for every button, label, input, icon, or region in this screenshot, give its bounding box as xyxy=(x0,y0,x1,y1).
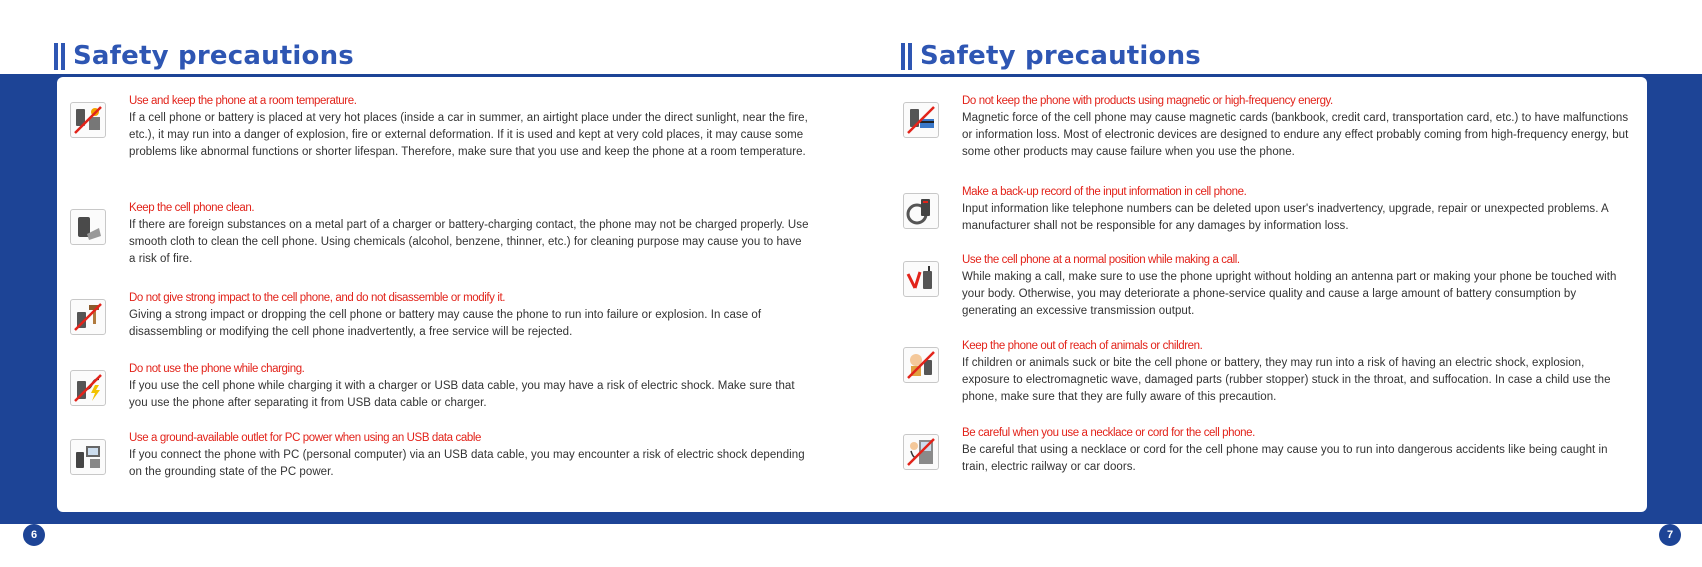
clean-phone-icon xyxy=(70,209,106,245)
child-phone-icon xyxy=(903,347,939,383)
precaution-item xyxy=(70,201,810,269)
precaution-item xyxy=(70,431,810,481)
item-text: Input information like telephone numbers can be deleted upon user's inadvertency, upgrade, repair or unexpected problems. A manufacturer shall not be responsible for any damages by information loss. xyxy=(962,203,1609,233)
item-text: If there are foreign substances on a metal part of a charger or battery-charging contact, the phone may not be charged properly. Use smooth cloth to clean the cell phone. Using chemicals (alcohol, benzene, thinner, etc.) for cleaning purpose may cause you to have a risk of fire. xyxy=(129,219,809,266)
heading-bar-icon xyxy=(901,43,905,70)
item-title: Use and keep the phone at a room temperature. xyxy=(129,95,357,107)
heading-bar-icon xyxy=(54,43,58,70)
precaution-item xyxy=(903,426,1633,476)
item-title: Keep the cell phone clean. xyxy=(129,202,255,214)
hot-phone-icon xyxy=(70,102,106,138)
item-text: If you use the cell phone while charging it with a charger or USB data cable, you may have a risk of electric shock. Make sure that you use the phone after separating it from USB data cable or charger. xyxy=(129,380,795,410)
item-title: Do not use the phone while charging. xyxy=(129,363,305,375)
page-heading-left xyxy=(54,36,354,76)
charging-phone-icon xyxy=(70,370,106,406)
antenna-phone-icon xyxy=(903,261,939,297)
item-title: Keep the phone out of reach of animals or children. xyxy=(962,340,1203,352)
page-heading-right xyxy=(901,36,1201,76)
page-number-right: 7 xyxy=(1659,524,1681,546)
item-text: Giving a strong impact or dropping the cell phone or battery may cause the phone to run into failure or explosion. In case of disassembling or modifying the cell phone inadvertently, a free service will be rejected. xyxy=(129,309,762,339)
item-title: Use a ground-available outlet for PC power when using an USB data cable xyxy=(129,432,481,444)
precaution-item xyxy=(903,253,1633,321)
pc-usb-icon xyxy=(70,439,106,475)
item-title: Make a back-up record of the input information in cell phone. xyxy=(962,186,1247,198)
heading-bar-icon xyxy=(908,43,912,70)
precaution-item xyxy=(903,185,1633,235)
item-title: Do not keep the phone with products using magnetic or high-frequency energy. xyxy=(962,95,1333,107)
item-title: Be careful when you use a necklace or cord for the cell phone. xyxy=(962,427,1255,439)
item-title: Do not give strong impact to the cell phone, and do not disassemble or modify it. xyxy=(129,292,506,304)
backup-phone-icon xyxy=(903,193,939,229)
item-text: If you connect the phone with PC (personal computer) via an USB data cable, you may encounter a risk of electric shock depending on the grounding state of the PC power. xyxy=(129,449,805,479)
precaution-item xyxy=(70,291,810,341)
item-text: If children or animals suck or bite the cell phone or battery, they may run into a risk of having an electric shock, explosion, exposure to electromagnetic wave, damaged parts (rubber stopper) stuck in the throat, and suffocation. In case a child use the phone, make sure that they are fully aware of this precaution. xyxy=(962,357,1611,404)
item-text: Magnetic force of the cell phone may cause magnetic cards (bankbook, credit card, transportation card, etc.) to have malfunctions or information loss. Most of electronic devices are designed to endure any effect probably coming from high-frequency energy, but some other products may cause failure when you use the phone. xyxy=(962,112,1629,159)
magnetic-card-icon xyxy=(903,102,939,138)
item-text: Be careful that using a necklace or cord for the cell phone may cause you to run into dangerous accidents like being caught in train, electric railway or car doors. xyxy=(962,444,1608,474)
heading-text: Safety precautions xyxy=(920,41,1201,71)
item-title: Use the cell phone at a normal position while making a call. xyxy=(962,254,1240,266)
heading-bar-icon xyxy=(61,43,65,70)
precaution-item xyxy=(70,94,810,162)
precaution-item xyxy=(903,94,1633,162)
item-text: If a cell phone or battery is placed at very hot places (inside a car in summer, an airtight place under the direct sunlight, near the fire, etc.), it may run into a danger of explosion, fire or external deformation. If it is used and kept at very cold places, it may cause some problems like abnormal functions or shorter lifespan. Therefore, make sure that you use and keep the phone at a room temperature. xyxy=(129,112,808,159)
item-text: While making a call, make sure to use the phone upright without holding an antenna part or making your phone be touched with your body. Otherwise, you may deteriorate a phone-service quality and cause a large amount of battery consumption by generating an excessive transmission output. xyxy=(962,271,1617,318)
hammer-phone-icon xyxy=(70,299,106,335)
heading-text: Safety precautions xyxy=(73,41,354,71)
necklace-door-icon xyxy=(903,434,939,470)
precaution-item xyxy=(903,339,1633,407)
page-number-left: 6 xyxy=(23,524,45,546)
precaution-item xyxy=(70,362,810,412)
